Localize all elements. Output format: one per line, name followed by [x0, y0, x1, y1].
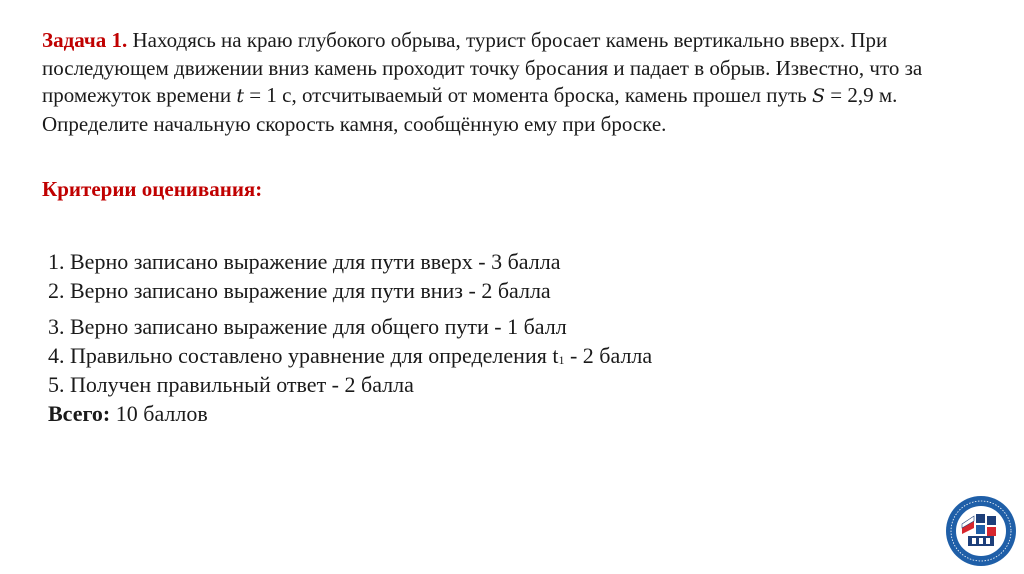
- criteria-title: Критерии оценивания:: [42, 177, 263, 201]
- criteria-item-4: [48, 341, 948, 370]
- criteria-item-5: 5. Получен правильный ответ - 2 балла: [48, 372, 414, 397]
- variable-t: t: [236, 85, 245, 107]
- emblem-base-window-3: [986, 538, 990, 544]
- total-value: 10 баллов: [110, 401, 208, 426]
- criteria-item-4-text: 4. Правильно составлено уравнение для определения t: [48, 343, 559, 368]
- criteria-item-2: 2. Верно записано выражение для пути вниз - 2 балла: [48, 278, 551, 303]
- emblem-block-right: [987, 516, 996, 525]
- task-label: Задача 1.: [42, 28, 128, 52]
- task-text-part-3: = 2,9 м. Определите начальную скорость камня, сообщённую ему при броске.: [42, 83, 898, 136]
- criteria-list: [48, 247, 948, 428]
- total-label: Всего:: [48, 401, 111, 426]
- variable-s: S: [811, 85, 825, 107]
- criteria-item-1: 1. Верно записано выражение для пути вверх - 3 балла: [48, 249, 561, 274]
- task-statement: [42, 27, 992, 138]
- olympiad-emblem-icon: [944, 494, 1018, 568]
- emblem-base-window-2: [979, 538, 983, 544]
- emblem-block-red: [987, 527, 996, 536]
- emblem-base-window-1: [972, 538, 976, 544]
- criteria-total: [48, 399, 948, 428]
- criteria-item-4-subscript: 1: [558, 353, 565, 367]
- task-text-part-2: = 1 с, отсчитываемый от момента броска, камень прошел путь: [244, 83, 812, 107]
- emblem-block-top: [976, 514, 985, 523]
- emblem-block-middle: [976, 525, 985, 534]
- task-text-part-1: Находясь на краю глубокого обрыва, турист бросает камень вертикально вверх. При последующем движении вниз камень проходит точку бросания и падает в обрыв. Известно, что за промежуток времени: [42, 28, 923, 107]
- criteria-item-4-points: - 2 балла: [564, 343, 653, 368]
- criteria-item-3: 3. Верно записано выражение для общего пути - 1 балл: [48, 314, 567, 339]
